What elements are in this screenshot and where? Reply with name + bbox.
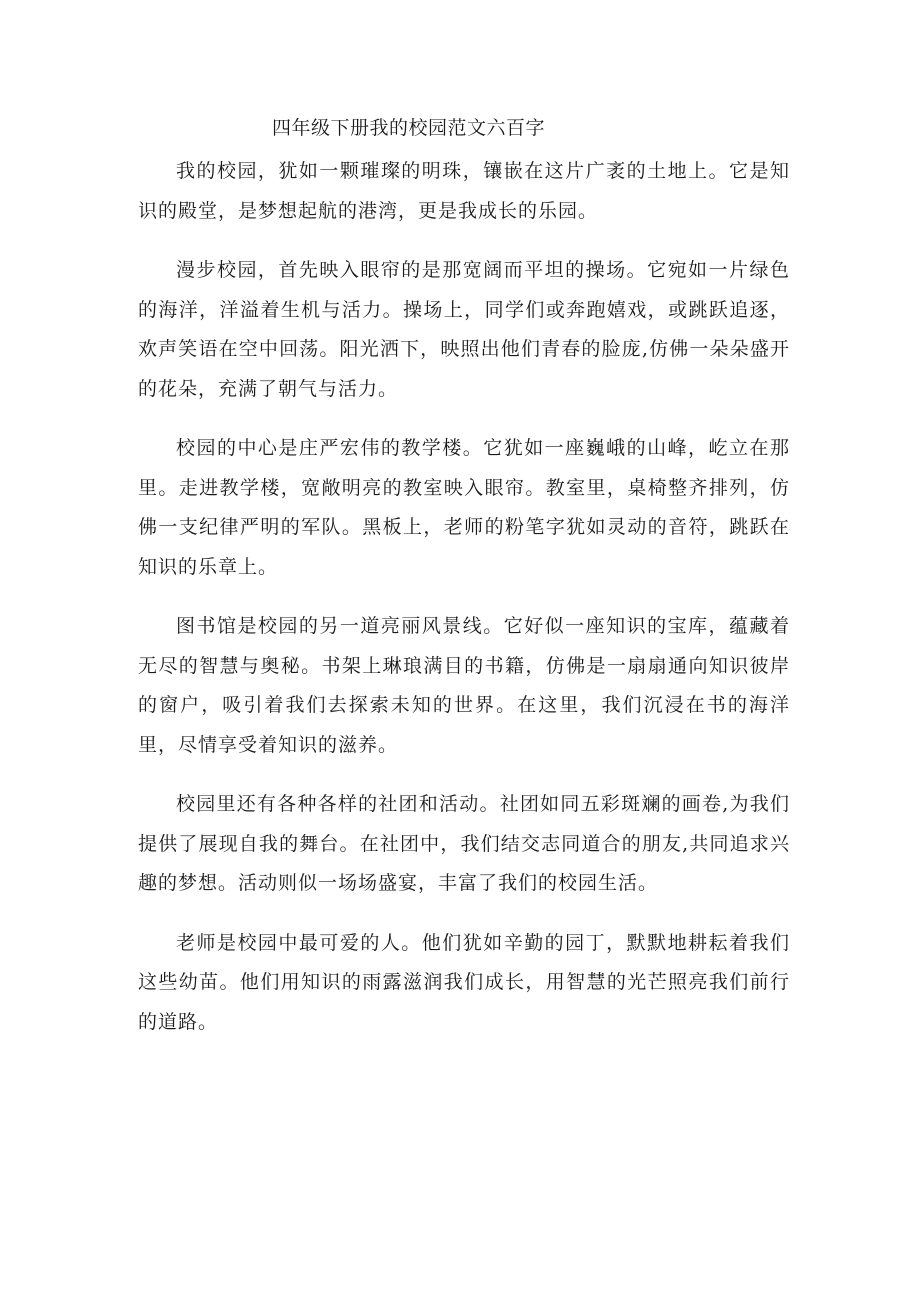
paragraph-3: 校园的中心是庄严宏伟的教学楼。它犹如一座巍峨的山峰，屹立在那里。走进教学楼，宽敞明亮的教室映入眼帘。教室里，桌椅整齐排列，仿佛一支纪律严明的军队。黑板上，老师的粉笔字犹如灵动的音符，跳跃在知识的乐章上。	[138, 437, 790, 578]
paragraph-5: 校园里还有各种各样的社团和活动。社团如同五彩斑斓的画卷,为我们提供了展现自我的舞台。在社团中，我们结交志同道合的朋友,共同追求兴趣的梦想。活动则似一场场盛宴，丰富了我们的校园生活。	[138, 793, 790, 894]
document-title: 四年级下册我的校园范文六百字	[272, 117, 546, 139]
paragraph-2: 漫步校园，首先映入眼帘的是那宽阔而平坦的操场。它宛如一片绿色的海洋，洋溢着生机与活力。操场上，同学们或奔跑嬉戏，或跳跃追逐，欢声笑语在空中回荡。阳光洒下，映照出他们青春的脸庞,仿佛一朵朵盛开的花朵，充满了朝气与活力。	[138, 259, 790, 400]
paragraph-4: 图书馆是校园的另一道亮丽风景线。它好似一座知识的宝库，蕴藏着无尽的智慧与奥秘。书架上琳琅满目的书籍，仿佛是一扇扇通向知识彼岸的窗户，吸引着我们去探索未知的世界。在这里，我们沉浸在书的海洋里，尽情享受着知识的滋养。	[138, 615, 790, 756]
document-body	[138, 152, 790, 1062]
paragraph-1: 我的校园，犹如一颗璀璨的明珠，镶嵌在这片广袤的土地上。它是知识的殿堂，是梦想起航的港湾，更是我成长的乐园。	[138, 160, 790, 222]
paragraph-6: 老师是校园中最可爱的人。他们犹如辛勤的园丁，默默地耕耘着我们这些幼苗。他们用知识的雨露滋润我们成长，用智慧的光芒照亮我们前行的道路。	[138, 931, 790, 1033]
